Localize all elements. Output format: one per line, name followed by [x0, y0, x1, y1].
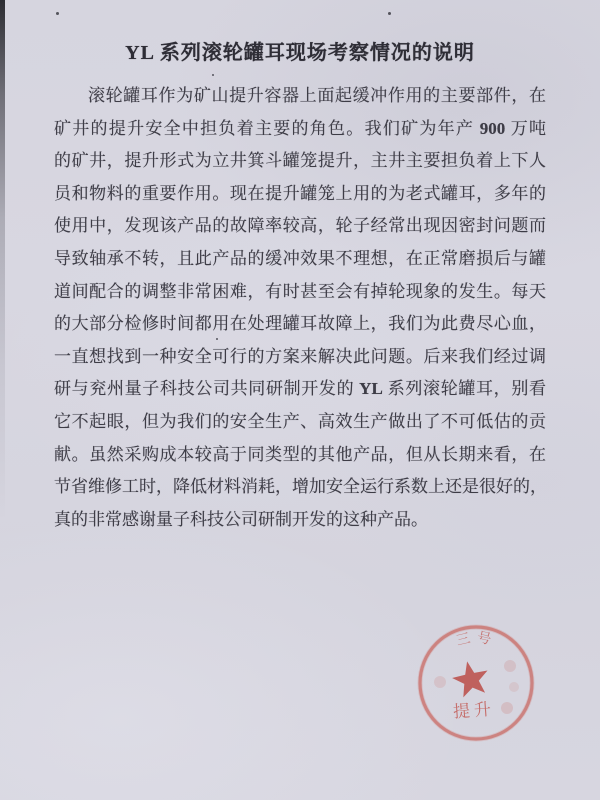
body-line — [54, 113, 546, 146]
body-line — [54, 504, 546, 537]
body-line — [54, 243, 546, 276]
text-segment: 万吨 — [505, 118, 547, 138]
seal-arc-text-holder — [455, 629, 498, 649]
scan-edge-shadow — [0, 0, 5, 520]
body-line — [54, 276, 546, 309]
text-segment: 一直想找到一种安全可行的方案来解决此问题。后来我们经过调 — [54, 346, 546, 366]
seal-graphic — [417, 624, 535, 742]
bold-text-segment: 900 — [479, 118, 506, 138]
body-line — [54, 341, 546, 374]
text-segment: 道间配合的调整非常困难，有时甚至会有掉轮现象的发生。每天 — [54, 281, 546, 301]
text-segment: 滚轮罐耳作为矿山提升容器上面起缓冲作用的主要部件，在 — [88, 86, 546, 105]
body-line — [54, 210, 546, 243]
body-lines — [54, 80, 546, 536]
seal-bottom-text: 提升 — [452, 699, 496, 722]
text-segment: 研与兖州量子科技公司共同研制开发的 — [54, 379, 360, 399]
official-seal — [417, 624, 535, 742]
document-title: YL 系列滚轮罐耳现场考察情况的说明 — [125, 42, 475, 64]
seal-arc-text: 三号 — [454, 630, 498, 650]
seal-faded-ink — [504, 660, 516, 672]
body-line — [54, 178, 546, 211]
body-line — [54, 471, 546, 504]
body-line — [54, 439, 546, 472]
body-line — [54, 145, 546, 178]
seal-faded-ink — [509, 682, 519, 692]
text-segment: 的大部分检修时间都用在处理罐耳故障上，我们为此费尽心血， — [54, 314, 546, 334]
seal-faded-ink — [434, 676, 446, 688]
scan-speck — [212, 74, 214, 76]
text-segment: 导致轴承不转，且此产品的缓冲效果不理想，在正常磨损后与罐 — [54, 248, 546, 268]
text-segment: 员和物料的重要作用。现在提升罐笼上用的为老式罐耳，多年的 — [54, 183, 546, 203]
text-segment: 矿井的提升安全中担负着主要的角色。我们矿为年产 — [54, 118, 480, 138]
body-line — [54, 80, 546, 113]
text-segment: 系列滚轮罐耳，别看 — [382, 379, 547, 399]
text-segment: 节省维修工时，降低材料消耗，增加安全运行系数上还是很好的， — [54, 477, 547, 497]
body-line — [54, 406, 546, 439]
body-line — [54, 373, 546, 406]
text-segment: 的矿井，提升形式为立井箕斗罐笼提升，主井主要担负着上下人 — [54, 151, 546, 171]
text-segment: 它不起眼，但为我们的安全生产、高效生产做出了不可低估的贡 — [54, 411, 546, 431]
body-line — [54, 308, 546, 341]
scan-speck — [56, 12, 59, 15]
text-segment: 献。虽然采购成本较高于同类型的其他产品，但从长期来看，在 — [54, 444, 546, 464]
red-star-icon — [452, 661, 487, 697]
bold-text-segment: YL — [359, 379, 383, 399]
scan-speck — [388, 12, 391, 15]
text-segment: 真的非常感谢量子科技公司研制开发的这种产品。 — [54, 509, 428, 529]
seal-faded-ink — [501, 702, 513, 714]
text-segment: 使用中，发现该产品的故障率较高，轮子经常出现因密封问题而 — [54, 216, 546, 236]
seal-arc-path — [438, 642, 515, 669]
